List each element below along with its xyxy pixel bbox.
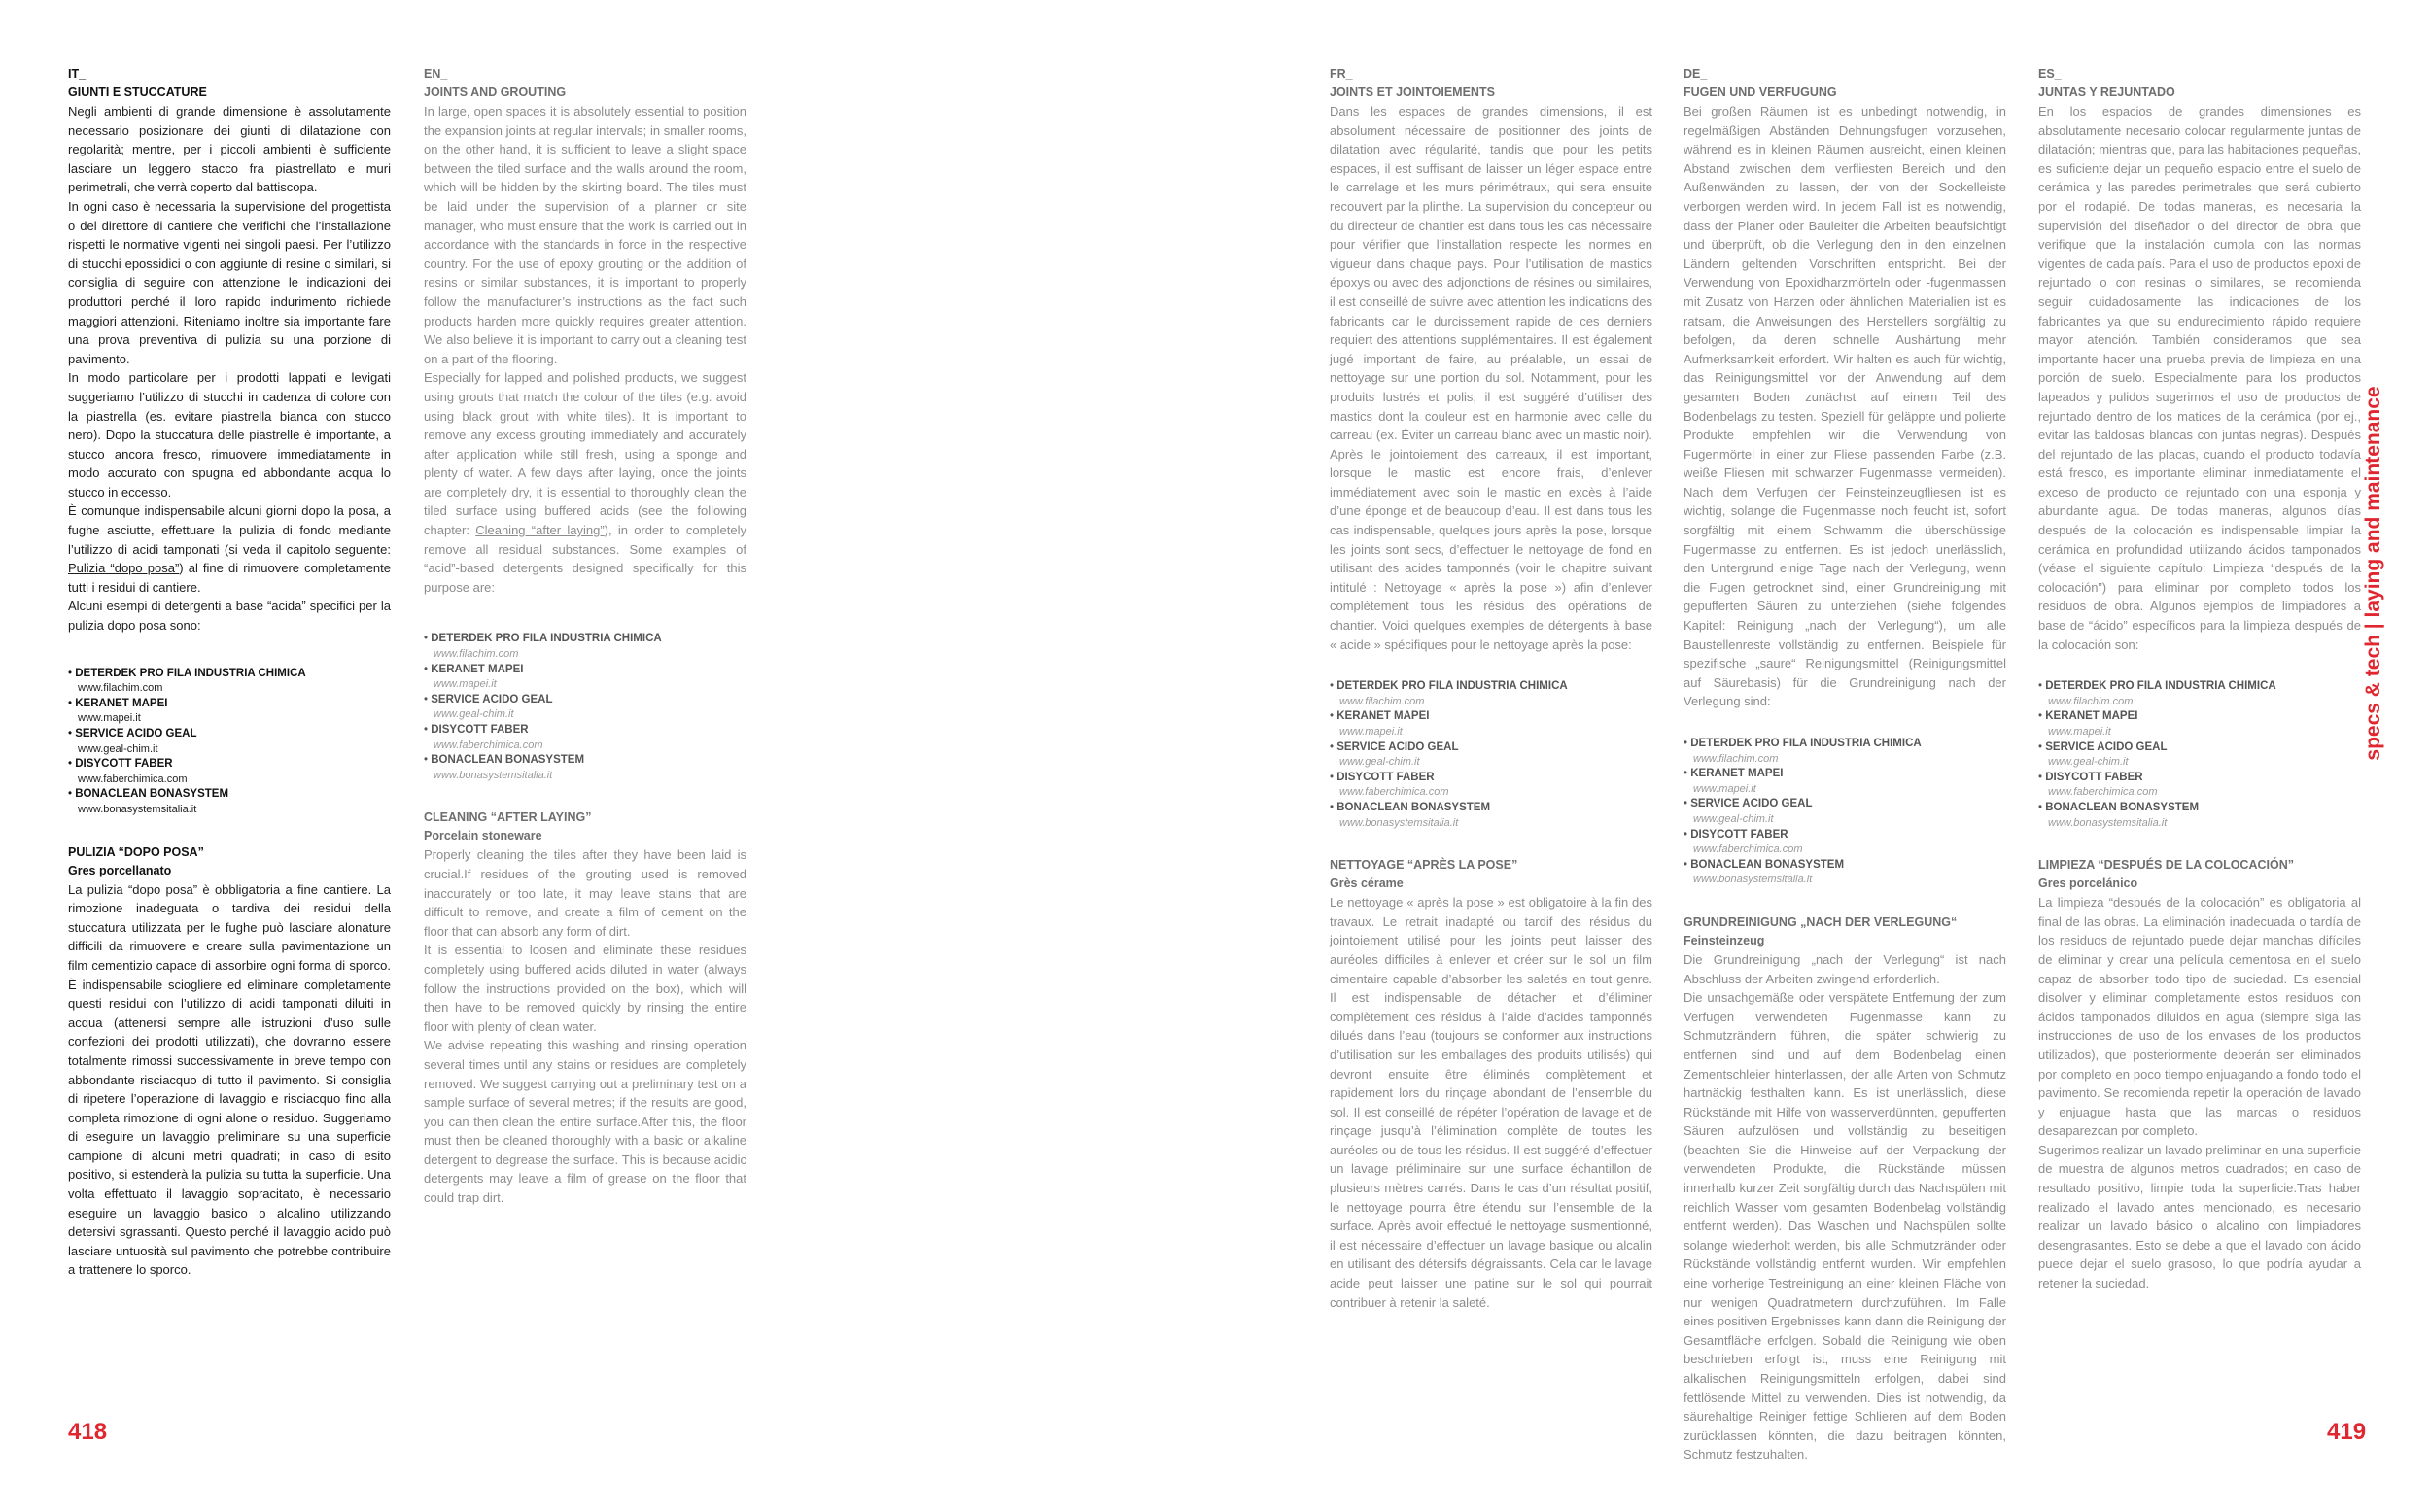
language-code: IT_ [68, 67, 87, 81]
product-name: • DETERDEK PRO FILA INDUSTRIA CHIMICA [424, 633, 662, 644]
product-name: • SERVICE ACIDO GEAL [1330, 741, 1458, 753]
product-list [1330, 679, 1652, 831]
product-name: • DISYCOTT FABER [1684, 829, 1788, 841]
paragraph: Le nettoyage « après la pose » est obligatoire à la fin des travaux. Le retrait inadapté ou tardif des résidus du jointoiement utilisé pour les joints peut laisser des auréoles difficiles à enlever et créer sur le sol un film cimentaire capable d’absorber les saletés en tout genre. Il est indispensable de détacher et d’éliminer complètement ces résidus à l’aide d’acides tamponnés dilués dans l’eau (toujours se conformer aux instructions d’utilisation sur les emballages des produits utilisés) qui devront ensuite être éliminés complètement et rapidement lors du rinçage abondant de l’ensemble du sol. Il est conseillé de répéter l’opération de lavage et de rinçage jusqu’à l’élimination complète de toutes les auréoles ou de tous les résidus. Il est suggéré d’effectuer un lavage préliminaire sur une surface échantillon de plusieurs mètres carrés. Dans le cas d’un résultat positif, le nettoyage pourra être étendu sur l’ensemble de la surface. Après avoir effectué le nettoyage susmentionné, il est nécessaire d’effectuer un lavage basique ou alcalin en utilisant des détersifs dégraissants. Cela car le lavage acide peut laisser une patine sur le sol qui pourrait contribuer à retenir la saleté. [1330, 895, 1652, 1310]
product-item [424, 693, 746, 723]
product-list [1684, 737, 2006, 888]
paragraph: In ogni caso è necessaria la supervisione del progettista o del direttore di cantiere che verifichi che l’installazione rispetti le normative vigenti nei singoli paesi. Per l’utilizzo di stucchi epossidici o con aggiunte di resine o similari, si consiglia di seguire con attenzione le indicazioni dei produttori perché il loro rapido indurimento richiede maggiori attenzioni. Riteniamo inoltre sia importante fare una prova preventiva di pulizia su una porzione di pavimento. [68, 198, 391, 366]
section-title-joints: FUGEN UND VERFUGUNG [1684, 86, 1837, 99]
product-url[interactable]: www.faberchimica.com [78, 773, 188, 785]
product-name: • SERVICE ACIDO GEAL [424, 694, 552, 705]
language-code: EN_ [424, 67, 448, 81]
product-url[interactable]: www.geal-chim.it [1693, 812, 1774, 825]
product-name: • BONACLEAN BONASYSTEM [1330, 802, 1490, 813]
paragraph-text: ) al fine di rimuovere completamente tutti i residui di cantiere. [68, 561, 391, 595]
paragraph: We advise repeating this washing and rinsing operation several times until any stains or residues are completely removed. We suggest carrying out a preliminary test on a sample surface of several metres; if the results are good, you can then clean the entire surface.After this, the floor must then be cleaned thoroughly with a basic or alkaline detergent to degrease the surface. This is because acidic detergents may leave a film of grease on the floor that could trap dirt. [424, 1038, 746, 1206]
paragraph: Dans les espaces de grandes dimensions, il est absolument nécessaire de positionner des joints de dilatation avec régularité, tandis que pour les petits espaces, il est suffisant de laisser un léger espace entre le carrelage et les murs périmétraux, qui sera ensuite recouvert par la plinthe. La supervision du concepteur ou du directeur de chantier est dans tous les cas nécessaire pour vérifier que l’installation respecte les normes en vigueur dans chaque pays. Pour l’utilisation de mastics époxys ou avec des adjonctions de résines ou similaires, il est conseillé de suivre avec attention les indications des fabricants car le durcissement rapide de ces derniers requiert des attentions supplémentaires. Il est également jugé important de faire, au préalable, un essai de nettoyage sur une portion du sol. Notamment, pour les produits lustrés et polis, il est suggéré d’utiliser des mastics dont la couleur est en harmonie avec celle du carreau (ex. Éviter un carreau blanc avec un mastic noir). Après le jointoiement des carreaux, il est important, lorsque le mastic est encore frais, d’enlever immédiatement avec soin le mastic en excès à l’aide d’une éponge et de beaucoup d’eau. Il est dans tous les cas indispensable, quelques jours après la pose, lorsque les joints sont secs, d’effectuer le nettoyage de fond en utilisant des acides tamponnés (voir le chapitre suivant intitulé : Nettoyage « après la pose ») afin d’enlever complètement tous les résidus des opérations de chantier. Voici quelques exemples de détergents à base « acide » spécifiques pour le nettoyage après la pose: [1330, 104, 1652, 652]
product-item [68, 757, 391, 787]
product-item [68, 667, 391, 697]
product-item [424, 632, 746, 662]
product-url[interactable]: www.bonasystemsitalia.it [1339, 816, 1459, 829]
language-code: ES_ [2038, 67, 2062, 81]
column-german [1684, 64, 2006, 1464]
product-name: • SERVICE ACIDO GEAL [1684, 798, 1812, 809]
product-item [424, 663, 746, 693]
section-side-label: specs & tech | laying and maintenance [2362, 386, 2384, 761]
paragraph: It is essential to loosen and eliminate these residues completely using buffered acids diluted in water (always follow the instructions provided on the box), which will then have to be removed quickly by rinsing the entire floor with plenty of clean water. [424, 943, 746, 1034]
section-title-cleaning: NETTOYAGE “APRÈS LA POSE” [1330, 858, 1518, 873]
paragraph: Alcuni esempi di detergenti a base “acida” specifici per la pulizia dopo posa sono: [68, 599, 391, 634]
section-subtitle: Porcelain stoneware [424, 829, 542, 843]
column-french [1330, 64, 1652, 1312]
product-item [68, 697, 391, 727]
paragraph: Bei großen Räumen ist es unbedingt notwendig, in regelmäßigen Abständen Dehnungsfugen vorzusehen, während es in kleinen Räumen ausreicht, einen kleinen Abstand zwischen dem verfliesten Bereich und den Außenwänden zu lassen, der von der Sockelleiste verborgen werden wird. In jedem Fall ist es notwendig, dass der Planer oder Bauleiter die Arbeiten beaufsichtigt und überprüft, ob die Verlegung den in den einzelnen Ländern geltenden Vorschriften entspricht. Bei der Verwendung von Epoxidharzmörteln oder -fugenmassen mit Zusatz von Harzen oder ähnlichen Materialien ist es ratsam, die Anweisungen des Herstellers sorgfältig zu befolgen, da deren schnelle Aushärtung mehr Aufmerksamkeit erfordert. Wir halten es auch für wichtig, das Reinigungsmittel vor der Anwendung auf dem gesamten Boden zunächst auf einem Teil des Bodenbelags zu testen. Speziell für geläppte und polierte Produkte empfehlen wir die Verwendung von Fugenmörtel in einer zur Fliese passenden Farbe (z.B. weiße Fliesen mit schwarzer Fugenmasse vermeiden). Nach dem Verfugen der Feinsteinzeugfliesen ist es wichtig, solange die Fugenmasse noch feucht ist, sofort sorgfältig mit einem Schwamm die überschüssige Fugenmasse zu entfernen. Es ist jedoch unerlässlich, den Untergrund einige Tage nach der Verlegung, wenn die Fugen getrocknet sind, einer Grundreinigung mit gepufferten Säuren zu unterziehen (siehe folgendes Kapitel: Reinigung „nach der Verlegung“), um alle Baustellenreste vollständig zu entfernen. Beispiele für spezifische „saure“ Reinigungsmittel (Reinigungsmittel auf Säurebasis) für die Grundreinigung nach der Verlegung sind: [1684, 104, 2006, 709]
paragraph-text: Especially for lapped and polished products, we suggest using grouts that match the colour of the tiles (e.g. avoid using black grout with white tiles). It is important to remove any excess grouting immediately and accurately after application while still fresh, using a sponge and plenty of water. A few days after laying, once the joints are completely dry, it is essential to thoroughly clean the tiled surface using buffered acids (see the following chapter: [424, 370, 746, 538]
product-list [424, 632, 746, 783]
product-url[interactable]: www.geal-chim.it [78, 742, 158, 755]
paragraph: Properly cleaning the tiles after they have been laid is crucial.If residues of the grouting used is removed inaccurately or too late, it may leave stains that are difficult to remove, and create a film of cement on the floor that can absorb any form of dirt. [424, 847, 746, 939]
product-name: • DETERDEK PRO FILA INDUSTRIA CHIMICA [1684, 738, 1922, 749]
paragraph-text: È comunque indispensabile alcuni giorni dopo la posa, a fughe asciutte, effettuare la pulizia di fondo mediante l’utilizzo di acidi tamponati (si veda il capitolo seguente: [68, 503, 391, 557]
cross-reference-link[interactable]: Cleaning “after laying” [475, 523, 605, 538]
section-title-cleaning: LIMPIEZA “DESPUÉS DE LA COLOCACIÓN” [2038, 858, 2294, 873]
section-title-cleaning: CLEANING “AFTER LAYING” [424, 810, 592, 825]
page-number-right: 419 [2327, 1419, 2367, 1445]
product-url[interactable]: www.faberchimica.com [2048, 786, 2158, 799]
paragraph: La pulizia “dopo posa” è obbligatoria a fine cantiere. La rimozione inadeguata o tardiva dei residui della stuccatura utilizzata per le fughe può lasciare alonature difficili da rimuovere e creare sulla pavimentazione un film cementizio capace di assorbire ogni forma di sporco. È indispensabile sciogliere ed eliminare completamente questi residui con l’utilizzo di acidi tamponati diluiti in acqua (attenersi sempre alle istruzioni d’uso sulle confezioni dei prodotti utilizzati), che dovranno essere totalmente rimossi successivamente in breve tempo con abbondante risciacquo di tutto il pavimento. Si consiglia di ripetere l’operazione di lavaggio e risciacquo fino alla completa rimozione di ogni alone o residuo. Suggeriamo di eseguire un lavaggio preliminare su una superficie campione di alcuni metri quadrati; in caso di esito positivo, si estenderà la pulizia su tutta la superficie. Una volta effettuato il lavaggio sopracitato, è necessario eseguire un lavaggio basico o alcalino utilizzando detersivi sgrassanti. Questo perché il lavaggio acido può lasciare untuosità sul pavimento che potrebbe contribuire a trattenere lo sporco. [68, 881, 391, 1278]
product-url[interactable]: www.bonasystemsitalia.it [2048, 816, 2168, 829]
section-title-joints: JOINTS AND GROUTING [424, 86, 567, 99]
product-item [1684, 797, 2006, 827]
product-url[interactable]: www.filachim.com [78, 682, 163, 695]
section-subtitle: Gres porcelánico [2038, 876, 2138, 891]
language-code: FR_ [1330, 67, 1353, 81]
product-url[interactable]: www.bonasystemsitalia.it [1693, 874, 1813, 886]
section-subtitle: Gres porcellanato [68, 863, 172, 877]
product-name: • BONACLEAN BONASYSTEM [2038, 802, 2199, 813]
product-url[interactable]: www.filachim.com [2048, 695, 2134, 707]
product-name: • DETERDEK PRO FILA INDUSTRIA CHIMICA [1330, 680, 1568, 692]
product-url[interactable]: www.mapei.it [2048, 726, 2111, 738]
product-item [1330, 771, 1652, 801]
product-item [1330, 679, 1652, 709]
product-item [1684, 858, 2006, 888]
product-item [68, 787, 391, 817]
paragraph: Die unsachgemäße oder verspätete Entfernung der zum Verfugen verwendeten Fugenmasse kann zu Schmutzrändern führen, die später schwierig zu entfernen sind und auf dem Bodenbelag einen Zementschleier hinterlassen, der alle Arten von Schmutz hartnäckig festhalten kann. Es ist unerlässlich, diese Rückstände mit Hilfe von wasserverdünnten, gepufferten Säuren aufzulösen und vollständig zu beseitigen (beachten Sie die Hinweise auf der Verpackung der verwendeten Produkte, die Rückstände müssen innerhalb kurzer Zeit sorgfältig durch das Nachspülen mit reichlich Wasser vom gesamten Bodenbelag vollständig entfernt werden). Das Waschen und Nachspülen sollte solange wiederholt werden, bis alle Schmutzränder oder Rückstände vollständig entfernt wurden. Wir empfehlen eine vorherige Testreinigung an einer kleinen Fläche von nur wenigen Quadratmetern durchzuführen. Im Falle eines positiven Ergebnisses kann dann die Reinigung der Gesamtfläche erfolgen. Sobald die Reinigung wie oben beschrieben erfolgt ist, muss eine Reinigung mit alkalischen Reinigungsmitteln erfolgen, dabei sind fettlösende Mittel zu verwenden. Dies ist notwendig, da säurehaltige Reiniger fettige Schlieren auf dem Boden zurücklassen könnten, die dazu beitragen könnten, Schmutz festzuhalten. [1684, 990, 2006, 1462]
section-title-joints: JUNTAS Y REJUNTADO [2038, 86, 2175, 99]
paragraph: Die Grundreinigung „nach der Verlegung“ ist nach Abschluss der Arbeiten zwingend erforderlich. [1684, 951, 2006, 986]
product-item [68, 727, 391, 757]
product-name: • SERVICE ACIDO GEAL [2038, 741, 2167, 753]
product-name: • DETERDEK PRO FILA INDUSTRIA CHIMICA [2038, 680, 2276, 692]
column-english [424, 64, 746, 1208]
product-url[interactable]: www.mapei.it [1339, 726, 1403, 738]
paragraph: In large, open spaces it is absolutely essential to position the expansion joints at regular intervals; in smaller rooms, on the other hand, it is sufficient to leave a slight space between the tiled surface and the walls around the room, which will be hidden by the skirting board. The tiles must be laid under the supervision of a planner or site manager, who must ensure that the work is carried out in accordance with the standards in force in the respective country. For the use of epoxy grouting or the addition of resins or similar substances, it is important to properly follow the manufacturer’s instructions as the fact such products harden more quickly requires greater attention. We also believe it is important to carry out a cleaning test on a part of the flooring. [424, 104, 746, 366]
product-url[interactable]: www.mapei.it [434, 678, 497, 691]
product-url[interactable]: www.geal-chim.it [1339, 756, 1420, 769]
paragraph-text: ), in order to completely remove all residual substances. Some examples of “acid”-based detergents designed specifically for this purpose are: [424, 523, 746, 595]
product-name: • DETERDEK PRO FILA INDUSTRIA CHIMICA [68, 668, 306, 679]
product-item [2038, 801, 2361, 831]
product-url[interactable]: www.bonasystemsitalia.it [78, 803, 197, 815]
section-title-joints: GIUNTI E STUCCATURE [68, 86, 207, 99]
product-item [1684, 737, 2006, 767]
product-name: • KERANET MAPEI [68, 698, 167, 709]
paragraph: La limpieza “después de la colocación” es obligatoria al final de las obras. La eliminación inadecuada o tardía de los residuos de rejuntado puede dejar manchas difíciles de eliminar y crear una película cementosa en el suelo capaz de absorber todo tipo de suciedad. Es esencial disolver y eliminar completamente estos residuos con ácidos tamponados diluidos en agua (siempre siga las instrucciones de uso de los envases de los productos utilizados), que posteriormente deberán ser eliminados por completo en poco tiempo enjuagando a fondo todo el pavimento. Se recomienda repetir la operación de lavado y enjuague hasta que las marcas o residuos desaparezcan por completo. [2038, 895, 2361, 1139]
product-url[interactable]: www.filachim.com [434, 648, 519, 661]
product-name: • KERANET MAPEI [1330, 710, 1429, 722]
product-name: • SERVICE ACIDO GEAL [68, 728, 196, 739]
section-title-cleaning: PULIZIA “DOPO POSA” [68, 844, 204, 859]
product-name: • DISYCOTT FABER [68, 758, 173, 770]
product-name: • BONACLEAN BONASYSTEM [68, 788, 228, 800]
product-url[interactable]: www.filachim.com [1339, 695, 1425, 707]
product-url[interactable]: www.bonasystemsitalia.it [434, 769, 553, 781]
product-item [424, 723, 746, 753]
product-name: • DISYCOTT FABER [2038, 772, 2143, 783]
product-item [2038, 740, 2361, 771]
product-name: • KERANET MAPEI [1684, 768, 1783, 779]
product-name: • KERANET MAPEI [424, 664, 523, 675]
cross-reference-link[interactable]: Pulizia “dopo posa” [68, 561, 180, 576]
product-item [2038, 679, 2361, 709]
paragraph [68, 501, 391, 597]
product-url[interactable]: www.faberchimica.com [434, 739, 543, 751]
product-item [2038, 771, 2361, 801]
language-code: DE_ [1684, 67, 1708, 81]
product-name: • DISYCOTT FABER [424, 724, 529, 736]
product-url[interactable]: www.mapei.it [78, 712, 141, 725]
page-number-left: 418 [68, 1419, 108, 1445]
product-list [2038, 679, 2361, 831]
product-url[interactable]: www.faberchimica.com [1339, 786, 1449, 799]
section-title-joints: JOINTS ET JOINTOIEMENTS [1330, 86, 1495, 99]
section-subtitle: Feinsteinzeug [1684, 933, 1765, 947]
paragraph: Negli ambienti di grande dimensione è assolutamente necessario posizionare dei giunti di dilatazione con regolarità; mentre, per i piccoli ambienti è sufficiente lasciare un leggero stacco fra piastrellato e muri perimetrali, che verrà coperto dal battiscopa. [68, 104, 391, 195]
product-item [1684, 767, 2006, 797]
section-subtitle: Grès cérame [1330, 876, 1404, 891]
paragraph: Sugerimos realizar un lavado preliminar en una superficie de muestra de algunos metros cuadrados; en caso de resultado positivo, limpie toda la superficie.Tras haber realizado el lavado antes mencionado, es necesario realizar un lavado básico o alcalino con limpiadores desengrasantes. Esto se debe a que el lavado con ácido puede dejar el suelo grasoso, lo que podría ayudar a retener la suciedad. [2038, 1142, 2361, 1291]
product-item [1330, 709, 1652, 739]
product-url[interactable]: www.faberchimica.com [1693, 843, 1803, 856]
product-name: • BONACLEAN BONASYSTEM [424, 754, 584, 766]
section-title-cleaning: GRUNDREINIGUNG „NACH DER VERLEGUNG“ [1684, 914, 1958, 929]
product-list [68, 667, 391, 818]
paragraph [424, 368, 746, 597]
product-item [1330, 801, 1652, 831]
column-italian [68, 64, 391, 1280]
paragraph: In modo particolare per i prodotti lappati e levigati suggeriamo l’utilizzo di stucchi in cadenza di colore con la piastrella (es. evitare piastrella bianca con stucco nero). Dopo la stuccatura delle piastrelle è importante, a stucco ancora fresco, rimuovere immediatamente in modo accurato con spugna ed abbondante acqua lo stucco in eccesso. [68, 370, 391, 499]
product-url[interactable]: www.geal-chim.it [434, 708, 514, 721]
product-url[interactable]: www.filachim.com [1693, 752, 1779, 765]
product-url[interactable]: www.geal-chim.it [2048, 756, 2129, 769]
product-url[interactable]: www.mapei.it [1693, 782, 1756, 795]
product-name: • KERANET MAPEI [2038, 710, 2137, 722]
product-name: • BONACLEAN BONASYSTEM [1684, 859, 1844, 871]
product-item [1684, 828, 2006, 858]
paragraph: En los espacios de grandes dimensiones es absolutamente necesario colocar regularmente juntas de dilatación; mientras que, para las habitaciones pequeñas, es suficiente dejar un pequeño espacio entre el suelo de cerámica y las paredes perimetrales que será cubierto por el rodapié. De todas maneras, es necesaria la supervisión del diseñador o del director de obra que verifique que la instalación cumpla con las normas vigentes de cada país. Para el uso de productos epoxi de rejuntado o con resinas o similares, se recomienda seguir cuidadosamente las indicaciones de los fabricantes ya que su endurecimiento rápido requiere mayor atención. También consideramos que sea importante hacer una prueba previa de limpieza en una porción de suelo. Especialmente para los productos lapeados y pulidos sugerimos el uso de productos de rejuntado dentro de los matices de la cerámica (por ej., evitar las baldosas blancas con juntas negras). Después del rejuntado de las placas, cuando el producto todavía está fresco, es importante eliminar inmediatamente el exceso de producto de rejuntado con una esponja y abundante agua. De todas maneras, algunos días después de la colocación es indispensable limpiar la cerámica en profundidad utilizando ácidos tamponados (véase el siguiente capítulo: Limpieza “después de la colocación”) para eliminar por completo todos los residuos de obra. Algunos ejemplos de limpiadores a base de “ácido” específicos para la limpieza después de la colocación son: [2038, 104, 2361, 652]
product-item [424, 753, 746, 783]
column-spanish [2038, 64, 2361, 1293]
product-item [2038, 709, 2361, 739]
product-name: • DISYCOTT FABER [1330, 772, 1435, 783]
product-item [1330, 740, 1652, 771]
